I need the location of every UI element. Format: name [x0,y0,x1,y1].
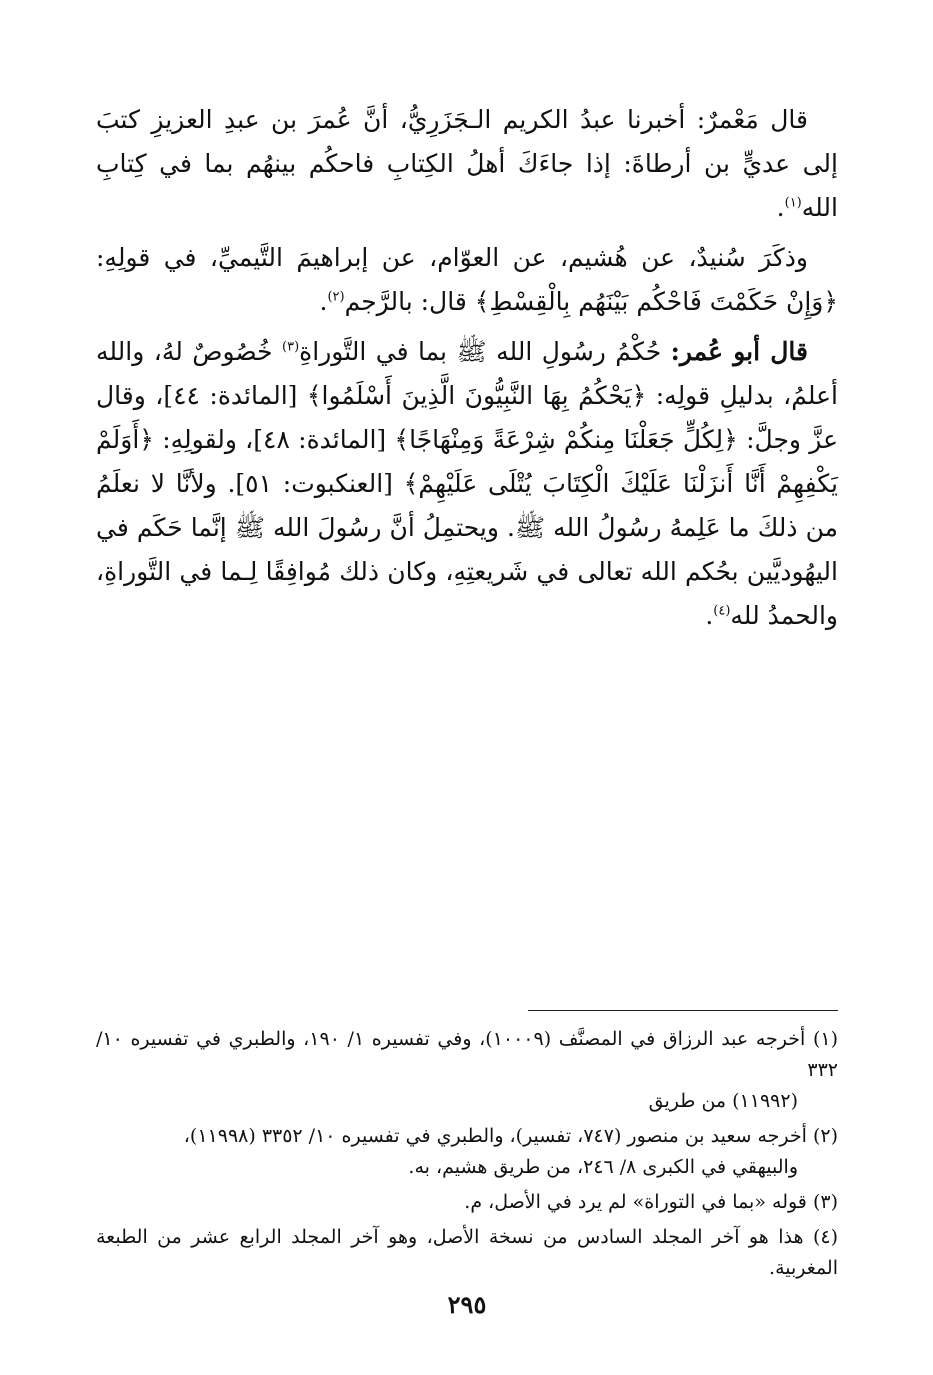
footnote-ref-3[interactable]: (٣) [282,339,300,355]
footnote-continuation: (١١٩٩٢) من طريق [648,1090,798,1112]
footnote-text: هذا هو آخر المجلد السادس من نسخة الأصل، وهو آخر المجلد الرابع عشر من الطبعة المغربية. [96,1226,838,1279]
paragraph-2-text: وذكَرَ سُنيدٌ، عن هُشيم، عن العوّام، عن إبراهيمَ التَّيميِّ، في قولِهِ: ﴿وَإِنْ حَكَمْتَ فَاحْكُم بَيْنَهُم بِالْقِسْطِ﴾ قال: بالرَّجم [96,243,838,316]
paragraph-1-end: . [776,193,785,222]
footnote-3 [96,1187,838,1218]
paragraph-3-end: . [705,601,714,630]
footnote-2 [96,1121,838,1183]
paragraph-1 [96,98,838,230]
footnote-ref-1[interactable]: (١) [784,195,802,211]
footnote-marker: (٣) [812,1191,838,1213]
paragraph-3-text-b: خُصُوصٌ لهُ، والله أعلمُ، بدليلِ قولِه: ﴿يَحْكُمُ بِهَا النَّبِيُّونَ الَّذِينَ أَسْلَمُوا﴾ [المائدة: ٤٤]، وقال عزَّ وجلَّ: ﴿لِكُلٍّ جَعَلْنَا مِنكُمْ شِرْعَةً وَمِنْهَاجًا﴾ [المائدة: ٤٨]، ولقولِهِ: ﴿أَوَلَمْ يَكْفِهِمْ أَنَّا أَنزَلْنَا عَلَيْكَ الْكِتَابَ يُتْلَى عَلَيْهِمْ﴾ [العنكبوت: ٥١]. ولأنَّا لا نعلَمُ من ذلكَ ما عَلِمهُ رسُولُ الله ﷺ. ويحتمِلُ أنَّ رسُولَ الله ﷺ إنَّما حَكَم في اليهُوديَّين بحُكم الله تعالى في شَريعتِهِ، وكان ذلك مُوافِقًا لِـما في التَّوراةِ، والحمدُ لله [96,337,838,630]
footnote-marker: (٢) [812,1125,838,1147]
footnote-text: قوله «بما في التوراة» لم يرد في الأصل، م. [464,1191,807,1213]
page-number: ٢٩٥ [447,1290,487,1319]
footnote-4 [96,1222,838,1284]
paragraph-3-text-a: حُكْمُ رسُولِ الله ﷺ بما في التَّوراةِ [299,337,671,366]
footnote-marker: (١) [812,1028,838,1050]
book-page [96,98,838,1348]
footnote-text: أخرجه سعيد بن منصور (٧٤٧، تفسير)، والطبري في تفسيره ١٠/ ٣٣٥٢ (١١٩٩٨)، [183,1125,807,1147]
footnote-text: أخرجه عبد الرزاق في المصنَّف (١٠٠٠٩)، وفي تفسيره ١/ ١٩٠، والطبري في تفسيره ١٠/ ٣٣٢ [96,1028,838,1081]
paragraph-2-end: . [319,287,328,316]
paragraph-3-lead: قال أبو عُمر: [670,337,808,366]
footnote-ref-2[interactable]: (٢) [327,289,345,305]
footnote-continuation: والبيهقي في الكبرى ٨/ ٢٤٦، من طريق هشيم، به. [408,1156,798,1178]
footnote-marker: (٤) [812,1226,838,1248]
footnote-divider [528,1010,838,1011]
paragraph-1-text: قال مَعْمرٌ: أخبرنا عبدُ الكريم الـجَزَرِيُّ، أنَّ عُمرَ بن عبدِ العزيزِ كتبَ إلى عديٍّ بن أرطاةَ: إذا جاءَكَ أهلُ الكِتابِ فاحكُم بينهُم بما في كِتابِ الله [96,105,838,222]
footnote-ref-4[interactable]: (٤) [713,603,731,619]
footnote-1 [96,1024,838,1117]
paragraph-2 [96,236,838,324]
footnotes [96,1024,838,1288]
paragraph-3 [96,330,838,638]
